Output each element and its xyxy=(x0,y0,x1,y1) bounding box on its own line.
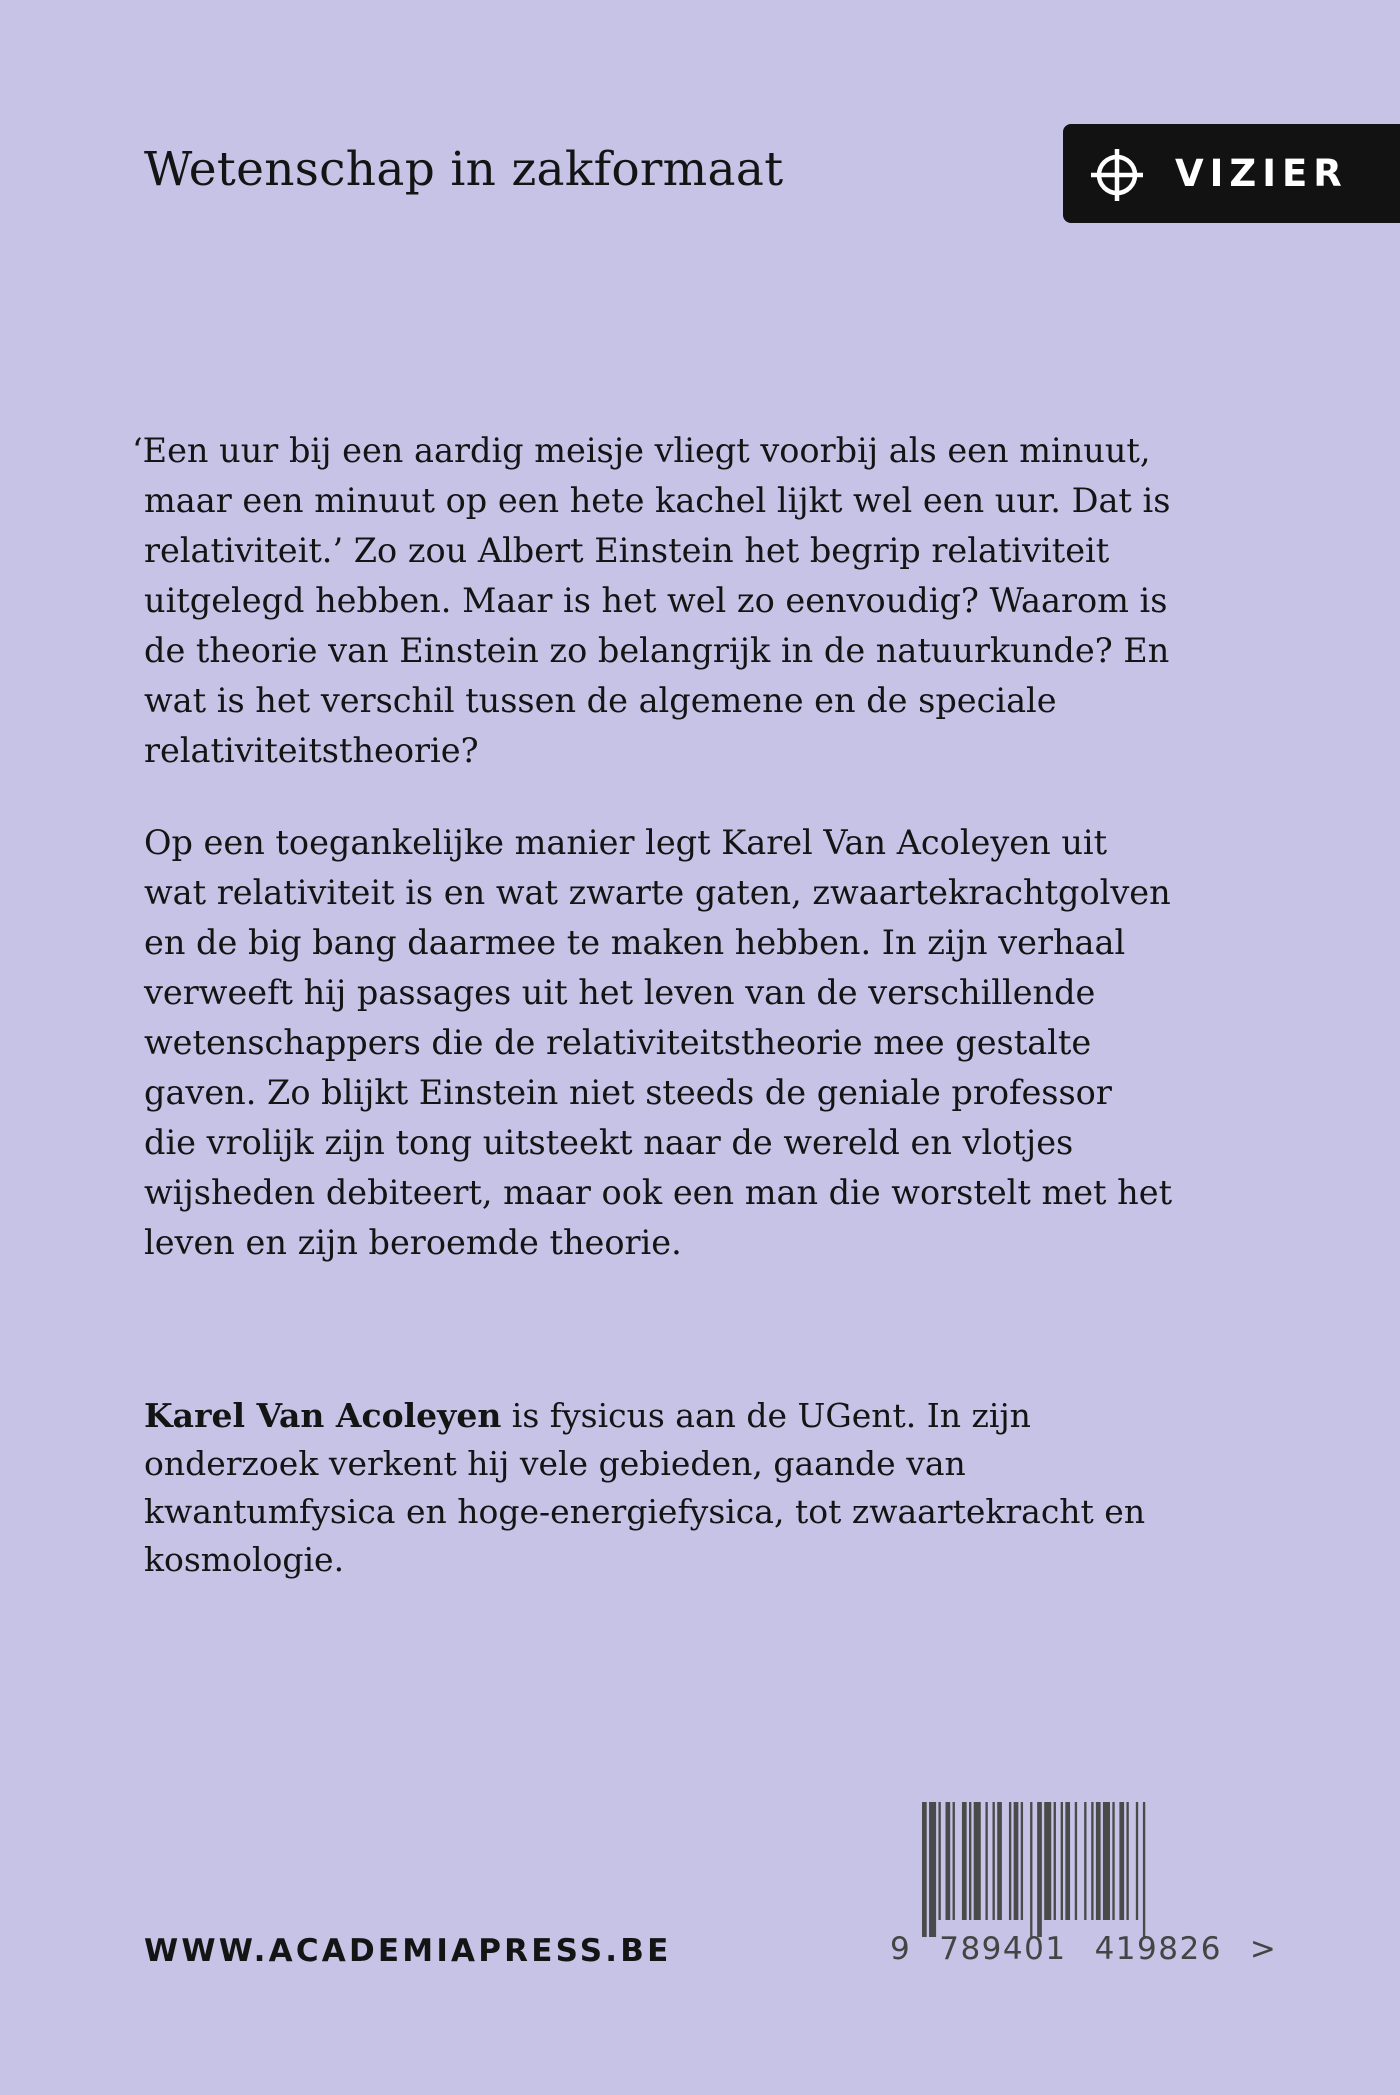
publisher-badge xyxy=(1063,124,1400,223)
barcode-bar xyxy=(962,1802,967,1920)
barcode-bar xyxy=(1065,1802,1070,1920)
barcode-bar xyxy=(938,1802,940,1920)
publisher-website: WWW.ACADEMIAPRESS.BE xyxy=(144,1933,672,1969)
barcode-bar xyxy=(974,1802,981,1920)
barcode-bar xyxy=(969,1802,971,1920)
barcode-bar xyxy=(1103,1802,1110,1920)
barcode-bar xyxy=(1075,1802,1077,1920)
blurb-paragraph-2: Op een toegankelijke manier legt Karel Van Acoleyen uit wat relativiteit is en wat zwarte gaten, zwaartekrachtgolven en de big bang daarmee te maken hebben. In zijn verhaal verweeft hij passages uit het leven van de verschillende wetenschappers die de relativiteitstheorie mee gestalte gaven. Zo blijkt Einstein niet steeds de geniale professor die vrolijk zijn tong uitsteekt naar de wereld en vlotjes wijsheden debiteert, maar ook een man die worstelt met het leven en zijn beroemde theorie. xyxy=(144,823,1173,1262)
barcode-bar xyxy=(997,1802,1002,1920)
barcode-bar xyxy=(985,1802,987,1920)
isbn-barcode xyxy=(880,1797,1278,1977)
barcode-bars xyxy=(922,1802,1204,1937)
barcode-bar xyxy=(1030,1802,1032,1937)
barcode-bar xyxy=(1112,1802,1114,1920)
isbn-suffix: > xyxy=(1249,1931,1278,1967)
isbn-digits xyxy=(890,1931,1277,1967)
brand-name: VIZIER xyxy=(1175,152,1348,195)
barcode-bar xyxy=(1143,1802,1145,1937)
barcode-bar xyxy=(1091,1802,1093,1920)
barcode-bar xyxy=(1044,1802,1051,1920)
barcode-bar xyxy=(946,1802,951,1920)
barcode-bar xyxy=(1009,1802,1011,1920)
barcode-bar xyxy=(1037,1802,1042,1937)
barcode-bar xyxy=(1061,1802,1063,1920)
barcode-bar xyxy=(929,1802,936,1937)
barcode-bar xyxy=(922,1802,927,1937)
blurb-paragraph-1: ‘Een uur bij een aardig meisje vliegt voorbij als een minuut, maar een minuut op een hete kachel lijkt wel een uur. Dat is relativiteit.’ Zo zou Albert Einstein het begrip relativiteit uitgelegd hebben. Maar is het wel zo eenvoudig? Waarom is de theorie van Einstein zo belangrijk in de natuurkunde? En wat is het verschil tussen de algemene en de speciale relativiteitstheorie? xyxy=(132,431,1171,770)
isbn-prefix: 9 xyxy=(890,1931,912,1967)
author-bio-text: is fysicus aan de UGent. In zijn onderzoek verkent hij vele gebieden, gaande van kwantumfysica en hoge-energiefysica, tot zwaartekracht en kosmologie. xyxy=(144,1396,1146,1579)
barcode-bar xyxy=(953,1802,955,1920)
author-bio xyxy=(144,1392,1194,1584)
barcode-bar xyxy=(1054,1802,1056,1920)
isbn-group-1: 789401 xyxy=(939,1931,1067,1967)
isbn-group-2: 419826 xyxy=(1094,1931,1222,1967)
barcode-bar xyxy=(1119,1802,1124,1920)
crosshair-icon xyxy=(1091,149,1143,201)
series-title: Wetenschap in zakformaat xyxy=(144,142,784,197)
barcode-bar xyxy=(993,1802,995,1920)
author-name: Karel Van Acoleyen xyxy=(144,1396,502,1435)
barcode-bar xyxy=(1136,1802,1138,1920)
barcode-bar xyxy=(1126,1802,1128,1920)
barcode-bar xyxy=(1084,1802,1086,1920)
barcode-bar xyxy=(1014,1802,1019,1920)
barcode-bar xyxy=(1021,1802,1023,1920)
barcode-bar xyxy=(1096,1802,1101,1920)
